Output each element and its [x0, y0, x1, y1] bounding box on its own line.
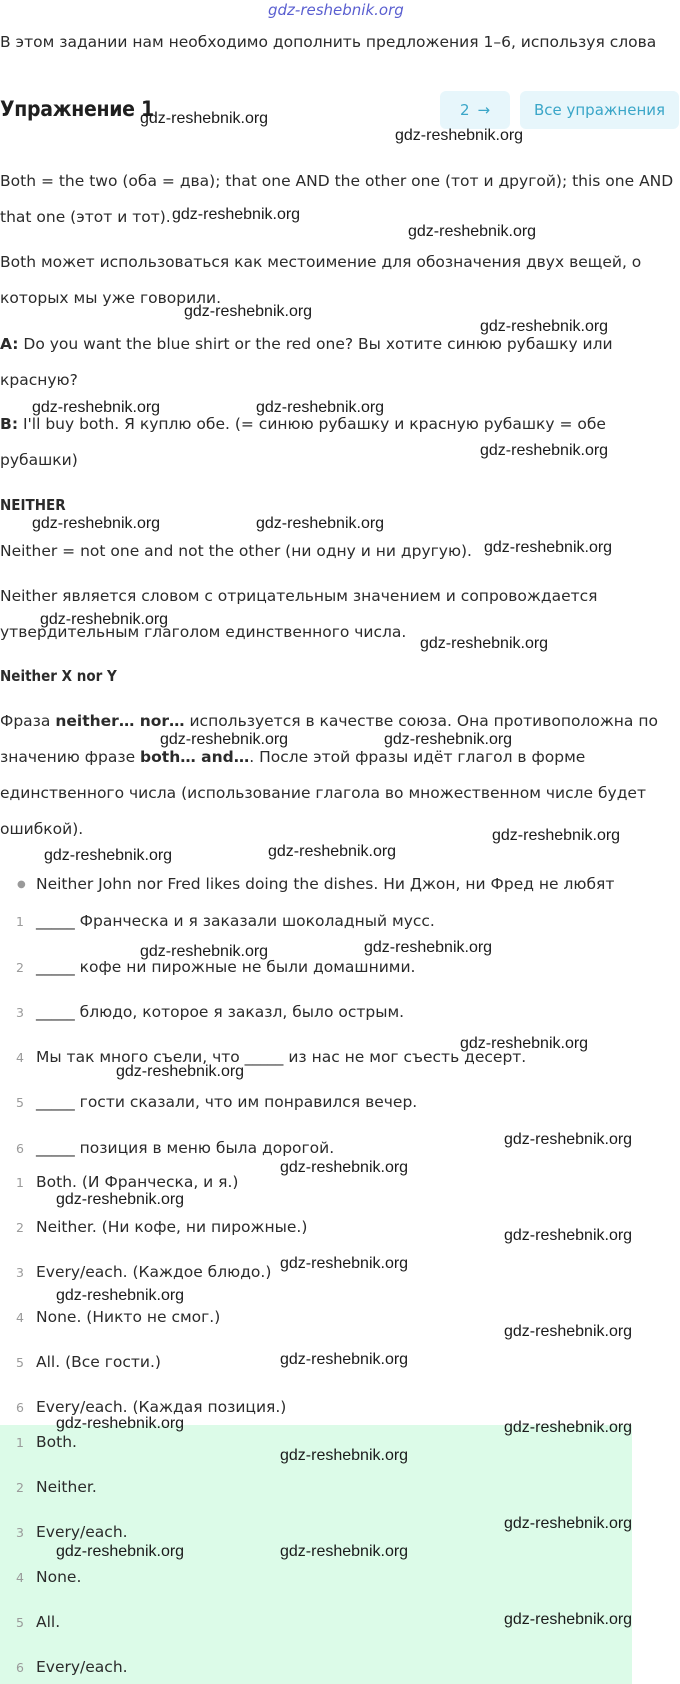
- answer-number: 5: [16, 1354, 24, 1370]
- answer-number: 3: [16, 1264, 24, 1280]
- neither-usage-line1: Neither является словом с отрицательным значением и сопровождается: [0, 587, 598, 605]
- watermark: gdz-reshebnik.org: [32, 399, 161, 416]
- answer-number: 2: [16, 1219, 24, 1235]
- phrase-rest: используется в качестве союза. Она противоположна по: [184, 712, 658, 730]
- watermark: gdz-reshebnik.org: [484, 539, 613, 556]
- dialog-a-line2: красную?: [0, 371, 78, 389]
- short-answer-number: 6: [16, 1659, 24, 1675]
- watermark: gdz-reshebnik.org: [44, 847, 173, 864]
- task-number: 3: [16, 1004, 24, 1020]
- watermark: gdz-reshebnik.org: [384, 731, 513, 748]
- short-answer-number: 1: [16, 1434, 24, 1450]
- all-exercises-label: Все упражнения: [533, 101, 666, 119]
- watermark: gdz-reshebnik.org: [56, 1543, 185, 1560]
- phrase-both-and: both… and…: [140, 748, 250, 766]
- short-answer-number: 5: [16, 1614, 24, 1630]
- watermark: gdz-reshebnik.org: [460, 1035, 589, 1052]
- both-usage-line1: Both может использоваться как местоимение для обозначения двух вещей, о: [0, 253, 642, 271]
- task-text: _____ гости сказали, что им понравился вечер.: [36, 1093, 418, 1111]
- watermark: gdz-reshebnik.org: [32, 515, 161, 532]
- task-item: [0, 1042, 526, 1072]
- short-answer-text: Neither.: [36, 1478, 97, 1496]
- answer-item: [0, 1302, 220, 1332]
- answer-text: Neither. (Ни кофе, ни пирожные.): [36, 1218, 308, 1236]
- all-exercises-button[interactable]: [520, 91, 679, 129]
- example-text: Neither John nor Fred likes doing the dishes. Ни Джон, ни Фред не любят: [36, 875, 615, 893]
- answer-item: [0, 1347, 161, 1377]
- answer-text: Every/each. (Каждое блюдо.): [36, 1263, 272, 1281]
- dialog-a-text: Do you want the blue shirt or the red one? Вы хотите синюю рубашку или: [18, 335, 613, 353]
- answer-text: None. (Никто не смог.): [36, 1308, 221, 1326]
- short-answer-number: 3: [16, 1524, 24, 1540]
- task-number: 5: [16, 1094, 24, 1110]
- dialog-b-line2: рубашки): [0, 451, 78, 469]
- phrase-neither-nor: neither… nor…: [55, 712, 185, 730]
- example-bullet-item: [0, 869, 614, 899]
- watermark: gdz-reshebnik.org: [172, 206, 301, 223]
- short-answer-item: [0, 1607, 60, 1637]
- watermark: gdz-reshebnik.org: [256, 399, 385, 416]
- short-answer-number: 4: [16, 1569, 24, 1585]
- both-definition-line2: that one (этот и тот).: [0, 208, 171, 226]
- watermark: gdz-reshebnik.org: [140, 943, 269, 960]
- short-answer-number: 2: [16, 1479, 24, 1495]
- task-item: [0, 906, 435, 936]
- task-text: _____ кофе ни пирожные не были домашними.: [36, 958, 416, 976]
- answer-text: Both. (И Франческа, и я.): [36, 1173, 239, 1191]
- short-answer-text: None.: [36, 1568, 82, 1586]
- watermark: gdz-reshebnik.org: [504, 1131, 633, 1148]
- task-text: _____ Франческа и я заказали шоколадный мусс.: [36, 912, 435, 930]
- answer-text: All. (Все гости.): [36, 1353, 161, 1371]
- next-exercise-number: 2: [459, 101, 470, 119]
- task-text: Мы так много съели, что _____ из нас не мог съесть десерт.: [36, 1048, 527, 1066]
- watermark: gdz-reshebnik.org: [504, 1323, 633, 1340]
- watermark: gdz-reshebnik.org: [160, 731, 289, 748]
- watermark: gdz-reshebnik.org: [280, 1351, 409, 1368]
- intro-text: В этом задании нам необходимо дополнить предложения 1–6, используя слова: [0, 33, 657, 51]
- task-item: [0, 997, 404, 1027]
- watermark: gdz-reshebnik.org: [280, 1255, 409, 1272]
- task-number: 2: [16, 959, 24, 975]
- watermark: gdz-reshebnik.org: [280, 1447, 409, 1464]
- watermark: gdz-reshebnik.org: [504, 1227, 633, 1244]
- neither-usage-line2: утвердительным глаголом единственного числа.: [0, 623, 407, 641]
- phrase-line3: единственного числа (использование глагола во множественном числе будет: [0, 784, 646, 802]
- task-number: 1: [16, 913, 24, 929]
- watermark: gdz-reshebnik.org: [492, 827, 621, 844]
- phrase-intro: Фраза: [0, 712, 56, 730]
- watermark: gdz-reshebnik.org: [480, 318, 609, 335]
- short-answer-text: All.: [36, 1613, 61, 1631]
- answer-text: Every/each. (Каждая позиция.): [36, 1398, 287, 1416]
- watermark: gdz-reshebnik.org: [408, 223, 537, 240]
- short-answer-item: [0, 1562, 81, 1592]
- watermark: gdz-reshebnik.org: [504, 1611, 633, 1628]
- short-answer-text: Both.: [36, 1433, 77, 1451]
- task-text: _____ позиция в меню была дорогой.: [36, 1139, 335, 1157]
- phrase-line1: [0, 703, 658, 739]
- task-item: [0, 1087, 417, 1117]
- speaker-b-label: B:: [0, 415, 19, 433]
- watermark: gdz-reshebnik.org: [140, 110, 269, 127]
- watermark: gdz-reshebnik.org: [184, 303, 313, 320]
- answer-item: [0, 1257, 271, 1287]
- watermark: gdz-reshebnik.org: [40, 611, 169, 628]
- watermark: gdz-reshebnik.org: [56, 1287, 185, 1304]
- answer-item: [0, 1212, 307, 1242]
- arrow-right-icon: →: [477, 101, 491, 119]
- watermark: gdz-reshebnik.org: [364, 939, 493, 956]
- short-answer-text: Every/each.: [36, 1658, 128, 1676]
- neither-heading: NEITHER: [0, 496, 66, 514]
- neither-nor-heading: Neither X nor Y: [0, 667, 117, 685]
- watermark: gdz-reshebnik.org: [56, 1191, 185, 1208]
- watermark: gdz-reshebnik.org: [504, 1419, 633, 1436]
- both-usage-line2: которых мы уже говорили.: [0, 289, 222, 307]
- task-text: _____ блюдо, которое я заказл, было острым.: [36, 1003, 405, 1021]
- next-exercise-button[interactable]: [440, 91, 510, 129]
- watermark: gdz-reshebnik.org: [280, 1159, 409, 1176]
- speaker-a-label: A:: [0, 335, 19, 353]
- answer-number: 1: [16, 1174, 24, 1190]
- short-answer-text: Every/each.: [36, 1523, 128, 1541]
- neither-definition: Neither = not one and not the other (ни одну и ни другую).: [0, 542, 472, 560]
- short-answer-item: [0, 1472, 97, 1502]
- watermark: gdz-reshebnik.org: [268, 843, 397, 860]
- task-number: 4: [16, 1049, 24, 1065]
- watermark: gdz-reshebnik.org: [480, 442, 609, 459]
- phrase-line4: ошибкой).: [0, 820, 84, 838]
- dialog-b-text: I'll buy both. Я куплю обе. (= синюю рубашку и красную рубашку = обе: [18, 415, 606, 433]
- phrase-line2-start: значению фразе: [0, 748, 141, 766]
- watermark: gdz-reshebnik.org: [504, 1515, 633, 1532]
- watermark: gdz-reshebnik.org: [395, 127, 524, 144]
- both-definition-line1: Both = the two (оба = два); that one AND the other one (тот и другой); this one AND: [0, 172, 674, 190]
- short-answer-item: [0, 1652, 128, 1682]
- watermark: gdz-reshebnik.org: [256, 515, 385, 532]
- exercise-title: Упражнение 1: [0, 97, 154, 121]
- task-number: 6: [16, 1140, 24, 1156]
- phrase-line2-end: . После этой фразы идёт глагол в форме: [249, 748, 586, 766]
- watermark: gdz-reshebnik.org: [420, 635, 549, 652]
- answer-number: 4: [16, 1309, 24, 1325]
- watermark: gdz-reshebnik.org: [56, 1415, 185, 1432]
- site-logo[interactable]: gdz-reshebnik.org: [268, 1, 404, 19]
- watermark: gdz-reshebnik.org: [116, 1063, 245, 1080]
- answer-number: 6: [16, 1399, 24, 1415]
- watermark: gdz-reshebnik.org: [280, 1543, 409, 1560]
- bullet-icon: ●: [17, 878, 26, 890]
